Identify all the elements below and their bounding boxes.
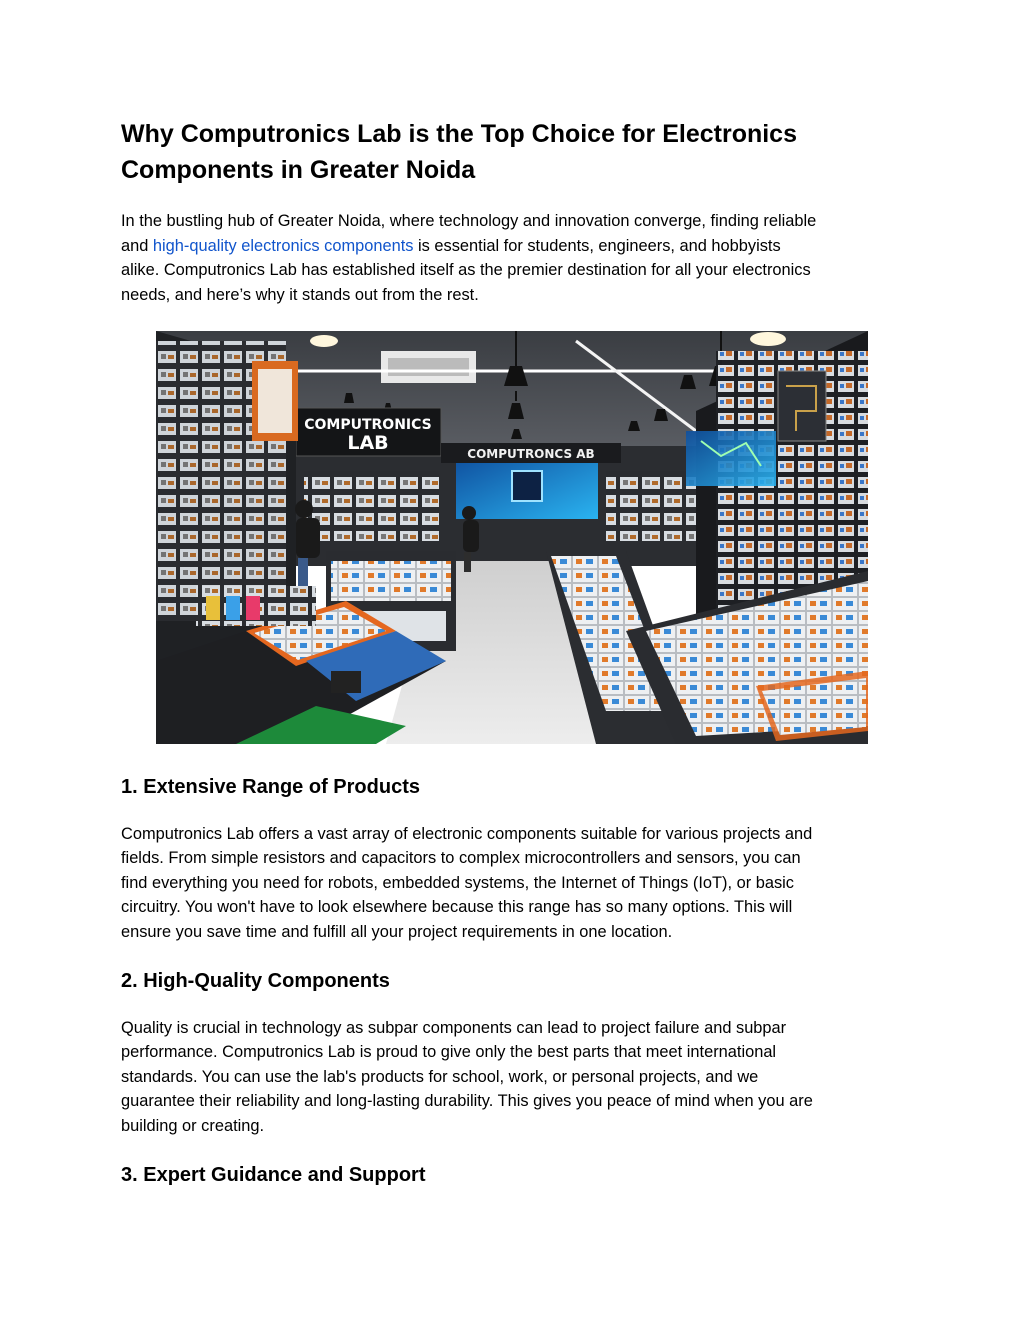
store-photo	[156, 331, 868, 744]
article-title	[121, 116, 906, 188]
intro-line-2-after: is essential for students, engineers, and hobbyists	[413, 236, 781, 255]
sign-line-2: LAB	[347, 432, 389, 454]
section-2-line: guarantee their reliability and long-lasting durability. This gives you peace of mind when you are	[121, 1092, 813, 1111]
section-1-line: fields. From simple resistors and capacitors to complex microcontrollers and sensors, you can	[121, 849, 801, 868]
intro-line-1: In the bustling hub of Greater Noida, where technology and innovation converge, finding reliable	[121, 212, 817, 230]
intro-line-3: alike. Computronics Lab has established itself as the premier destination for all your electronics	[121, 261, 811, 279]
section-1-line: find everything you need for robots, embedded systems, the Internet of Things (IoT), or basic	[121, 873, 794, 892]
section-heading-3: 3. Expert Guidance and Support	[121, 1164, 426, 1186]
section-1-paragraph	[121, 822, 906, 944]
section-heading-2: 2. High-Quality Components	[121, 970, 390, 992]
intro-paragraph	[121, 209, 906, 307]
store-illustration	[156, 331, 868, 744]
title-line-1: Why Computronics Lab is the Top Choice for Electronics	[121, 120, 797, 148]
store-sign	[296, 408, 441, 456]
components-link[interactable]: high-quality electronics components	[152, 236, 414, 255]
section-heading-1: 1. Extensive Range of Products	[121, 776, 420, 798]
section-2-line: standards. You can use the lab's products for school, work, or personal projects, and we	[121, 1067, 759, 1086]
sign-line-1: COMPUTRONICS	[304, 417, 432, 433]
intro-line-4: needs, and here’s why it stands out from the rest.	[121, 285, 479, 304]
section-2-line: Quality is crucial in technology as subpar components can lead to project failure and subpar	[121, 1019, 787, 1037]
section-2-line: building or creating.	[121, 1116, 265, 1135]
wall-sign	[441, 443, 621, 463]
section-2-line: performance. Computronics Lab is proud to give only the best parts that meet international	[121, 1043, 777, 1062]
section-1-line: circuitry. You won't have to look elsewhere because this range has so many options. This will	[121, 898, 793, 917]
wall-sign-text: COMPUTRONCS AB	[467, 447, 595, 461]
title-line-2: Components in Greater Noida	[121, 156, 476, 184]
section-1-line: ensure you save time and fulfill all your project requirements in one location.	[121, 922, 673, 941]
intro-line-2-before: and	[121, 236, 153, 255]
section-1-line: Computronics Lab offers a vast array of electronic components suitable for various projects and	[121, 825, 813, 843]
section-2-paragraph	[121, 1016, 906, 1138]
